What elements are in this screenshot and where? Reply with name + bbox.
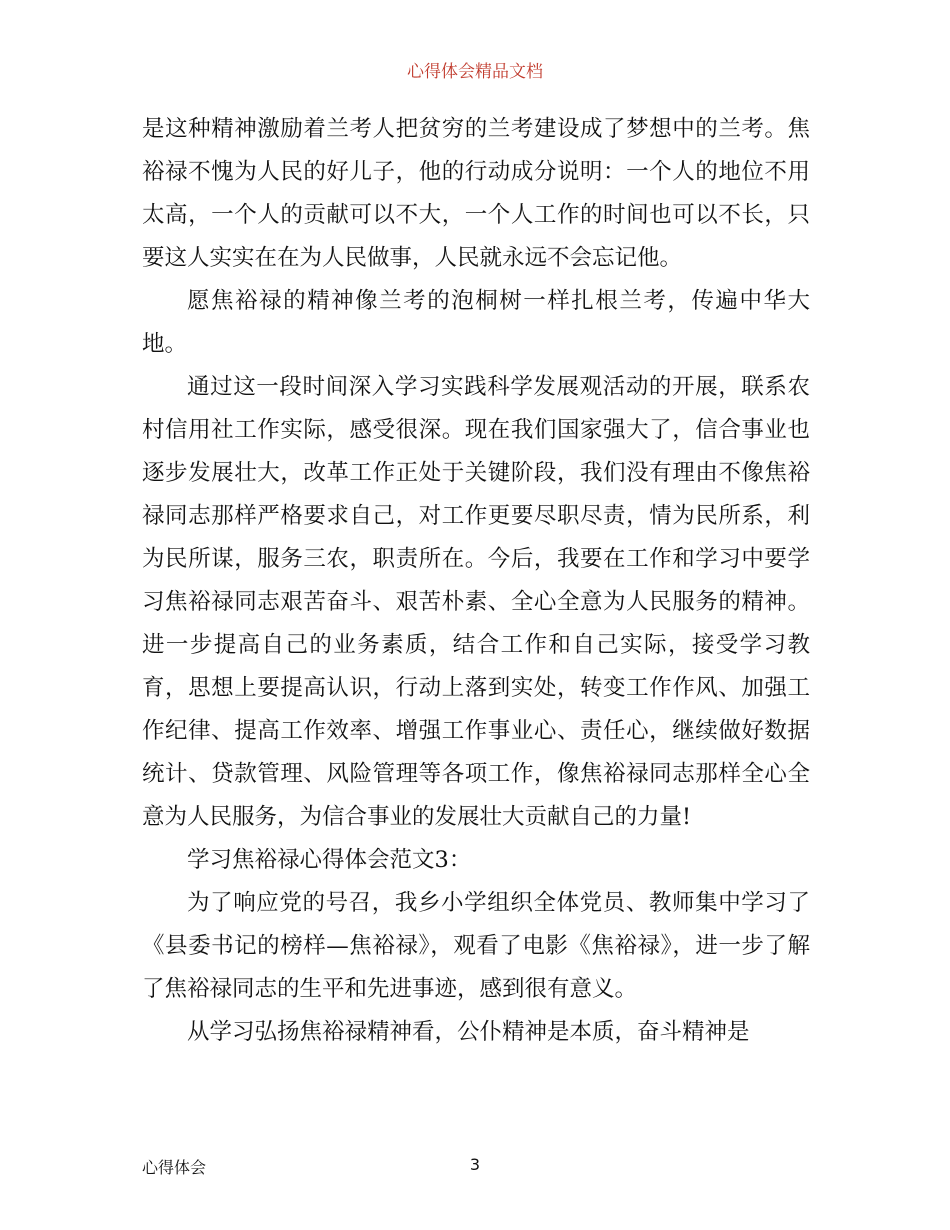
paragraph-continuation: 是这种精神激励着兰考人把贫穷的兰考建设成了梦想中的兰考。焦裕禄不愧为人民的好儿子，他的行动成分说明：一个人的地位不用太高，一个人的贡献可以不大，一个人工作的时间也可以不长，只要这人实实在在为人民做事，人民就永远不会忘记他。: [142, 116, 810, 271]
paragraph: 通过这一段时间深入学习实践科学发展观活动的开展，联系农村信用社工作实际，感受很深。现在我们国家强大了，信合事业也逐步发展壮大，改革工作正处于关键阶段，我们没有理由不像焦裕禄同志那样严格要求自己，对工作更要尽职尽责，情为民所系，利为民所谋，服务三农，职责所在。今后，我要在工作和学习中要学习焦裕禄同志艰苦奋斗、艰苦朴素、全心全意为人民服务的精神。进一步提高自己的业务素质，结合工作和自己实际，接受学习教育，思想上要提高认识，行动上落到实处，转变工作作风、加强工作纪律、提高工作效率、增强工作事业心、责任心，继续做好数据统计、贷款管理、风险管理等各项工作，像焦裕禄同志那样全心全意为人民服务，为信合事业的发展壮大贡献自己的力量!: [142, 374, 810, 830]
paragraph: 从学习弘扬焦裕禄精神看，公仆精神是本质，奋斗精神是: [187, 1019, 750, 1045]
page-number: 3: [469, 1155, 481, 1174]
page-header-title: 心得体会精品文档: [407, 62, 543, 82]
paragraph: 为了响应党的号召，我乡小学组织全体党员、教师集中学习了《县委书记的榜样—焦裕禄》，观看了电影《焦裕禄》，进一步了解了焦裕禄同志的生平和先进事迹，感到很有意义。: [142, 890, 810, 1002]
footer-label: 心得体会: [142, 1158, 207, 1177]
document-body: [142, 108, 810, 1054]
section-heading: 学习焦裕禄心得体会范文3：: [187, 847, 472, 873]
paragraph: 愿焦裕禄的精神像兰考的泡桐树一样扎根兰考，传遍中华大地。: [142, 288, 810, 357]
